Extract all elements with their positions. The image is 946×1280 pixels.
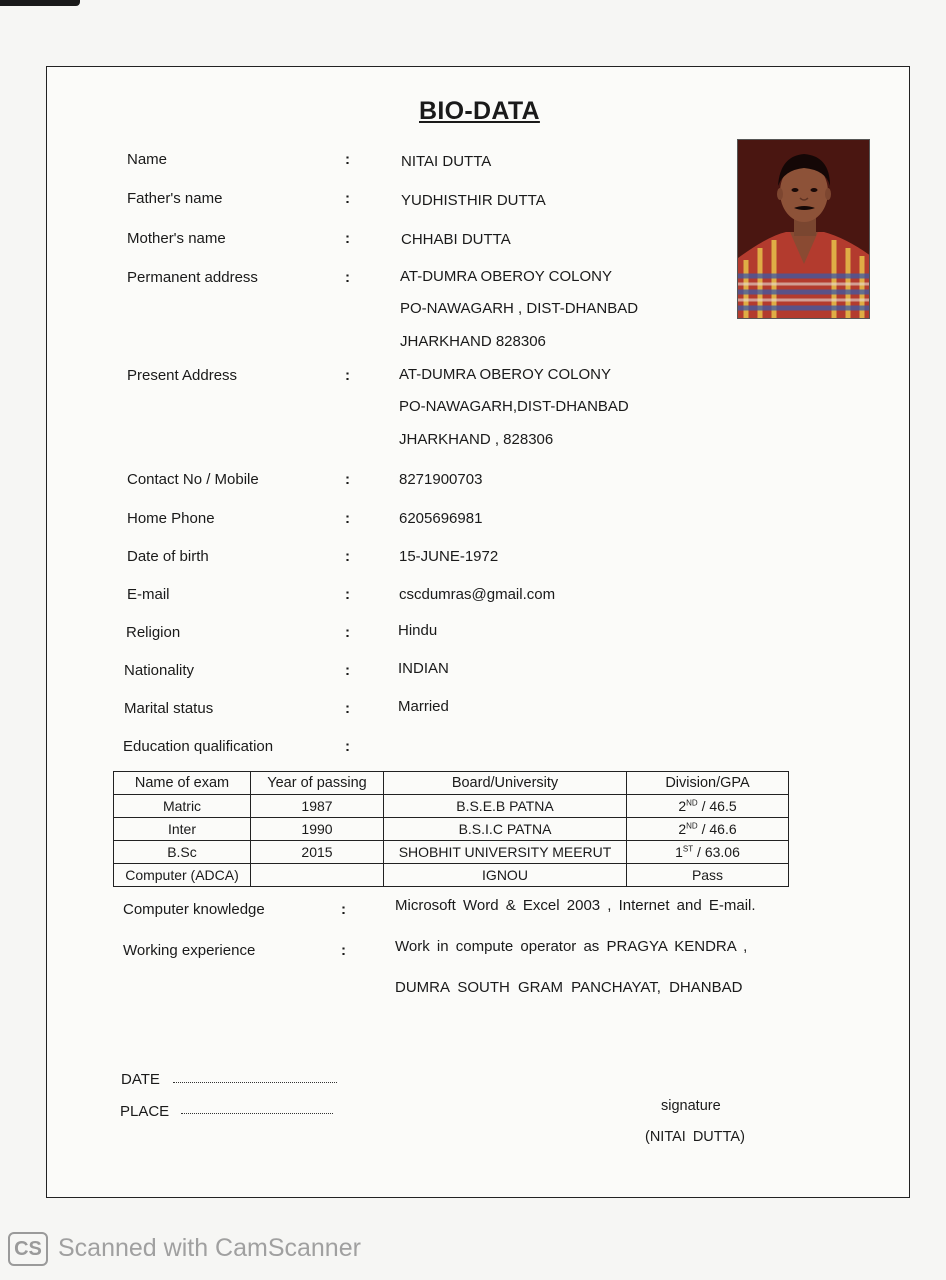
field-mother-name [47, 230, 747, 254]
field-colon: : [345, 269, 350, 286]
address-line: PO-NAWAGARH , DIST-DHANBAD [400, 300, 639, 317]
field-label: Mother's name [127, 230, 226, 247]
field-nationality [47, 662, 747, 686]
field-marital-status [47, 700, 747, 724]
field-label: Present Address [127, 367, 238, 384]
field-label: Name [127, 151, 168, 168]
field-colon: : [345, 367, 350, 384]
field-working-experience [47, 938, 907, 966]
cell-board: B.S.E.B PATNA [384, 795, 627, 818]
field-label: Father's name [127, 190, 223, 207]
signature-name: (NITAI DUTTA) [645, 1129, 745, 1145]
field-education-qualification [47, 738, 747, 762]
field-label: Computer knowledge [123, 901, 265, 918]
cell-year: 1987 [251, 795, 384, 818]
column-header: Division/GPA [627, 772, 789, 795]
column-header: Year of passing [251, 772, 384, 795]
signature-label: signature [661, 1098, 721, 1114]
field-label: Nationality [124, 662, 195, 679]
field-colon: : [345, 700, 350, 717]
field-value: cscdumras@gmail.com [399, 586, 556, 603]
cell-board: SHOBHIT UNIVERSITY MEERUT [384, 841, 627, 864]
field-permanent-address [47, 268, 747, 350]
address-line: JHARKHAND 828306 [400, 333, 546, 350]
column-header: Board/University [384, 772, 627, 795]
division-score: / 46.6 [697, 821, 737, 837]
camscanner-watermark-text: Scanned with CamScanner [58, 1234, 361, 1262]
field-label: Home Phone [127, 510, 215, 527]
cell-board: IGNOU [384, 864, 627, 887]
cell-year: 1990 [251, 818, 384, 841]
field-value: Hindu [398, 622, 438, 639]
division-ordinal: 2 [678, 821, 687, 837]
field-colon: : [345, 662, 350, 679]
date-label: DATE [121, 1071, 160, 1088]
cell-division [627, 795, 789, 818]
field-label: Contact No / Mobile [127, 471, 259, 488]
address-line: PO-NAWAGARH,DIST-DHANBAD [399, 398, 629, 415]
field-label: Permanent address [127, 269, 258, 286]
field-colon: : [345, 738, 350, 755]
field-value: 8271900703 [399, 471, 483, 488]
field-label: Marital status [124, 700, 214, 717]
cell-year [251, 864, 384, 887]
cell-division [627, 818, 789, 841]
cell-exam: Matric [114, 795, 251, 818]
education-table [113, 771, 789, 887]
field-label: Date of birth [127, 548, 209, 565]
field-value: CHHABI DUTTA [401, 231, 511, 248]
field-value: Married [398, 698, 449, 715]
field-value: 6205696981 [399, 510, 483, 527]
table-row [114, 818, 789, 841]
address-line: AT-DUMRA OBEROY COLONY [400, 268, 612, 285]
table-row [114, 841, 789, 864]
column-header: Name of exam [114, 772, 251, 795]
cell-exam: B.Sc [114, 841, 251, 864]
profile-photo [737, 139, 870, 319]
division-suffix: ST [682, 844, 694, 854]
field-label: E-mail [127, 586, 170, 603]
cell-division [627, 841, 789, 864]
field-computer-knowledge [47, 897, 907, 925]
address-line: AT-DUMRA OBEROY COLONY [399, 366, 611, 383]
field-father-name [47, 190, 747, 214]
cell-year: 2015 [251, 841, 384, 864]
field-value: NITAI DUTTA [401, 153, 492, 170]
place-label: PLACE [120, 1103, 170, 1120]
address-line: JHARKHAND , 828306 [399, 431, 554, 448]
field-colon: : [345, 230, 350, 247]
bio-data-page [46, 66, 910, 1198]
division-ordinal: 1 [675, 844, 683, 860]
field-label: Education qualification [123, 738, 274, 755]
field-colon: : [345, 151, 350, 168]
field-name [47, 151, 747, 175]
experience-line: Work in compute operator as PRAGYA KENDRA , [395, 938, 748, 955]
cell-board: B.S.I.C PATNA [384, 818, 627, 841]
scan-edge-shadow [0, 0, 80, 6]
table-header-row [114, 772, 789, 795]
field-home-phone [47, 510, 747, 534]
field-label: Working experience [123, 942, 256, 959]
field-value: 15-JUNE-1972 [399, 548, 499, 565]
date-blank-line [173, 1082, 337, 1083]
field-colon: : [341, 901, 346, 918]
field-label: Religion [126, 624, 181, 641]
table-row [114, 795, 789, 818]
field-email [47, 586, 747, 610]
cell-division [627, 864, 789, 887]
experience-line: DUMRA SOUTH GRAM PANCHAYAT, DHANBAD [395, 979, 743, 996]
cell-exam: Inter [114, 818, 251, 841]
field-date-of-birth [47, 548, 747, 572]
division-suffix: ND [686, 798, 698, 808]
division-ordinal: Pass [691, 867, 724, 883]
field-colon: : [345, 510, 350, 527]
place-blank-line [181, 1113, 333, 1114]
field-colon: : [345, 190, 350, 207]
division-score: / 46.5 [697, 798, 737, 814]
field-colon: : [345, 548, 350, 565]
division-suffix: ND [686, 821, 698, 831]
division-score: / 63.06 [693, 844, 740, 860]
field-colon: : [345, 586, 350, 603]
field-colon: : [345, 624, 350, 641]
camscanner-logo: CS [8, 1232, 48, 1266]
field-colon: : [345, 471, 350, 488]
division-ordinal: 2 [678, 798, 687, 814]
field-present-address [47, 366, 747, 448]
field-religion [47, 624, 747, 648]
table-row [114, 864, 789, 887]
field-colon: : [341, 942, 346, 959]
document-title: BIO-DATA [419, 97, 540, 125]
cell-exam: Computer (ADCA) [114, 864, 251, 887]
field-contact-mobile [47, 471, 747, 495]
field-value: INDIAN [398, 660, 449, 677]
field-value: Microsoft Word & Excel 2003 , Internet and E-mail. [395, 897, 756, 914]
field-value: YUDHISTHIR DUTTA [401, 192, 546, 209]
profile-photo-image [738, 140, 870, 319]
